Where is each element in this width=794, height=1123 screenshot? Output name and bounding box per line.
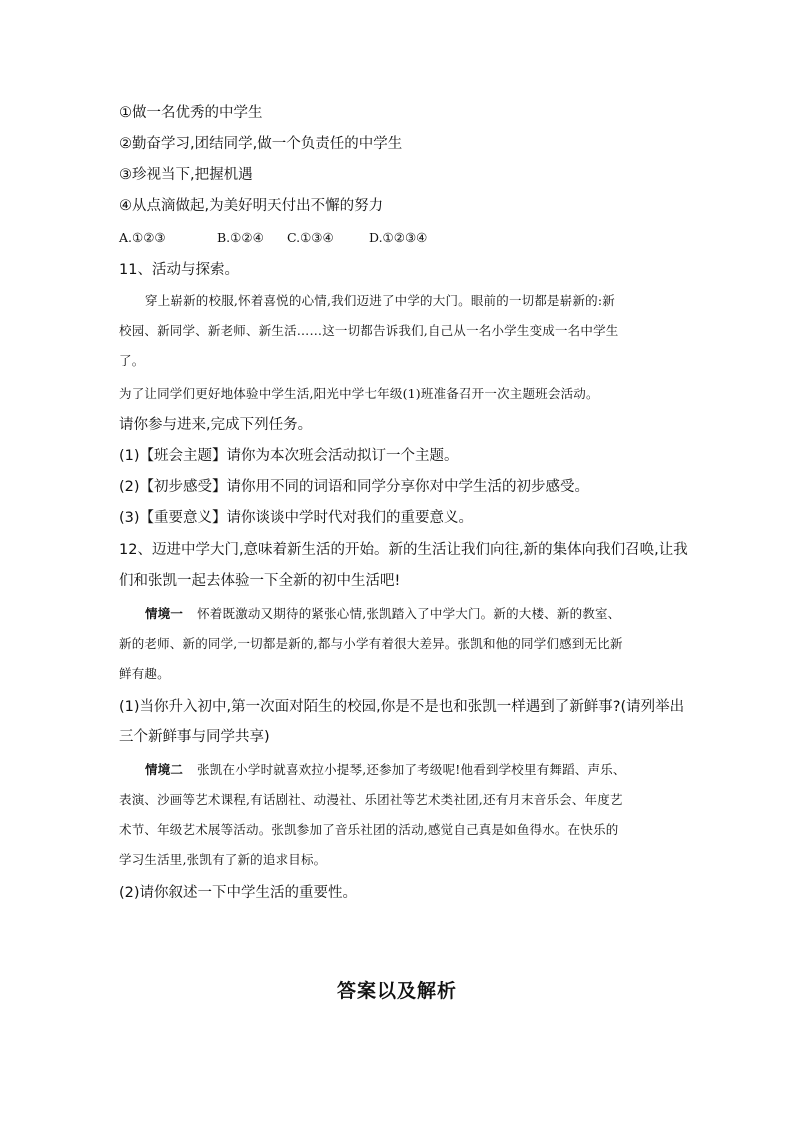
q11-passage-line: 穿上崭新的校服,怀着喜悦的心情,我们迈进了中学的大门。眼前的一切都是崭新的:新 — [145, 293, 615, 308]
option-d: D.①②③④ — [369, 230, 428, 245]
q12-question1-line: (1)当你升入初中,第一次面对陌生的校园,你是不是也和张凯一样遇到了新鲜事?(请列举出 — [119, 699, 685, 715]
q12-scene2-line: 表演、沙画等艺术课程,有话剧社、动漫社、乐团社等艺术类社团,还有月末音乐会、年度艺 — [119, 792, 623, 807]
option-c: C.①③④ — [287, 230, 334, 245]
q10-item-4: ④从点滴做起,为美好明天付出不懈的努力 — [119, 198, 384, 214]
q11-heading: 11、活动与探索。 — [119, 262, 239, 278]
q10-item-2: ②勤奋学习,团结同学,做一个负责任的中学生 — [119, 136, 403, 152]
q12-question2: (2)请你叙述一下中学生活的重要性。 — [119, 885, 358, 901]
q12-scene2-line — [145, 760, 626, 780]
q10-item-3: ③珍视当下,把握机遇 — [119, 167, 253, 183]
q10-item-1: ①做一名优秀的中学生 — [119, 105, 263, 121]
q11-task-3: (3)【重要意义】请你谈谈中学时代对我们的重要意义。 — [119, 510, 474, 526]
q12-heading-line: 12、迈进中学大门,意味着新生活的开始。新的生活让我们向往,新的集体向我们召唤,让我 — [119, 542, 688, 558]
scene1-label: 情境一 — [145, 606, 184, 621]
answer-section-title: 答案以及解析 — [336, 980, 457, 1002]
option-a: A.①②③ — [119, 230, 166, 245]
scene1-text: 怀着既激动又期待的紧张心情,张凯踏入了中学大门。新的大楼、新的教室、 — [197, 606, 621, 621]
q11-passage-line: 校园、新同学、新老师、新生活……这一切都告诉我们,自己从一名小学生变成一名中学生 — [119, 323, 619, 338]
q12-scene2-line: 术节、年级艺术展等活动。张凯参加了音乐社团的活动,感觉自己真是如鱼得水。在快乐的 — [119, 822, 619, 837]
q11-task-2: (2)【初步感受】请你用不同的词语和同学分享你对中学生活的初步感受。 — [119, 479, 590, 495]
q12-question1-line: 三个新鲜事与同学共享) — [119, 729, 270, 745]
q10-options — [119, 228, 427, 248]
q11-task-1: (1)【班会主题】请你为本次班会活动拟订一个主题。 — [119, 448, 459, 464]
q12-heading-line: 们和张凯一起去体验一下全新的初中生活吧! — [119, 573, 401, 589]
q11-instruction: 请你参与进来,完成下列任务。 — [119, 417, 313, 433]
q12-scene1-line: 鲜有趣。 — [119, 666, 170, 681]
scene2-text: 张凯在小学时就喜欢拉小提琴,还参加了考级呢!他看到学校里有舞蹈、声乐、 — [197, 762, 626, 777]
q12-scene1-line: 新的老师、新的同学,一切都是新的,都与小学有着很大差异。张凯和他的同学们感到无比新 — [119, 636, 623, 651]
q11-intro: 为了让同学们更好地体验中学生活,阳光中学七年级(1)班准备召开一次主题班会活动。 — [119, 386, 599, 401]
option-b: B.①②④ — [217, 230, 264, 245]
q12-scene1-line — [145, 604, 620, 624]
q11-passage-line: 了。 — [119, 353, 145, 368]
q12-scene2-line: 学习生活里,张凯有了新的追求目标。 — [119, 852, 327, 867]
scene2-label: 情境二 — [145, 762, 184, 777]
